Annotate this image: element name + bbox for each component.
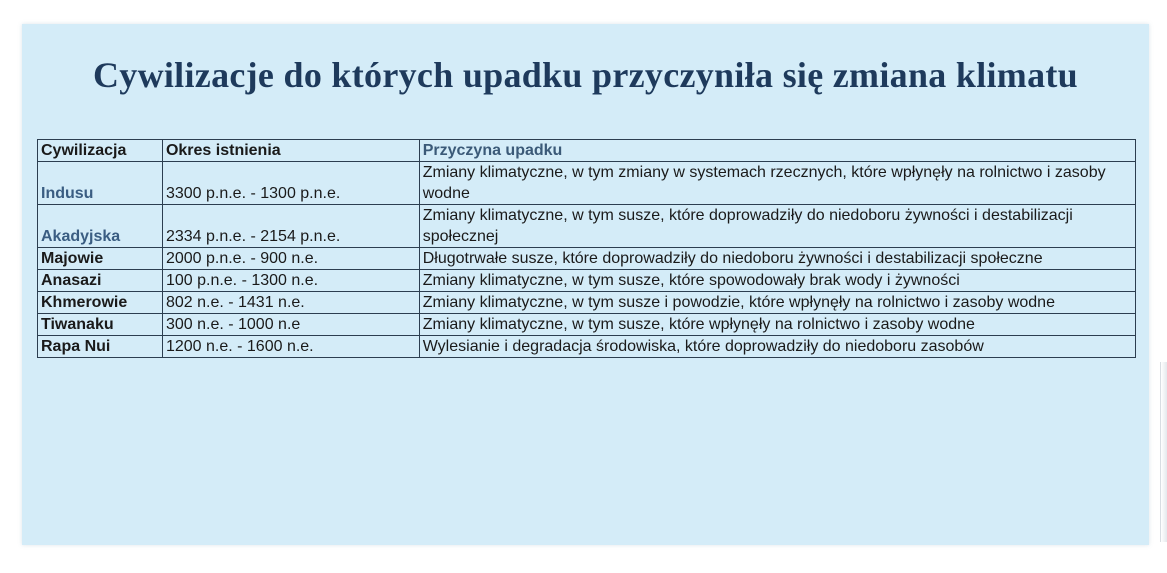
civilization-cell: Majowie <box>38 248 163 270</box>
reason-cell: Zmiany klimatyczne, w tym susze, które spowodowały brak wody i żywności <box>419 270 1135 292</box>
period-cell: 100 p.n.e. - 1300 n.e. <box>162 270 419 292</box>
reason-cell: Długotrwałe susze, które doprowadziły do niedoboru żywności i destabilizacji społeczne <box>419 248 1135 270</box>
table-row <box>38 314 1136 336</box>
table-row <box>38 270 1136 292</box>
reason-cell: Zmiany klimatyczne, w tym zmiany w systemach rzecznych, które wpłynęły na rolnictwo i zasoby wodne <box>419 162 1135 205</box>
table-row <box>38 292 1136 314</box>
civilization-cell: Rapa Nui <box>38 336 163 358</box>
period-cell: 2334 p.n.e. - 2154 p.n.e. <box>162 205 419 248</box>
reason-cell: Zmiany klimatyczne, w tym susze, które wpłynęły na rolnictwo i zasoby wodne <box>419 314 1135 336</box>
reason-cell: Zmiany klimatyczne, w tym susze i powodzie, które wpłynęły na rolnictwo i zasoby wodne <box>419 292 1135 314</box>
civilizations-table <box>37 139 1136 358</box>
header-civilization: Cywilizacja <box>38 140 163 162</box>
slide-card <box>22 24 1149 545</box>
table-row <box>38 336 1136 358</box>
period-cell: 802 n.e. - 1431 n.e. <box>162 292 419 314</box>
civilization-cell: Khmerowie <box>38 292 163 314</box>
period-cell: 1200 n.e. - 1600 n.e. <box>162 336 419 358</box>
civilization-cell: Anasazi <box>38 270 163 292</box>
reason-cell: Wylesianie i degradacja środowiska, które doprowadziły do niedoboru zasobów <box>419 336 1135 358</box>
period-cell: 3300 p.n.e. - 1300 p.n.e. <box>162 162 419 205</box>
civilization-cell: Akadyjska <box>38 205 163 248</box>
table-header-row <box>38 140 1136 162</box>
header-period: Okres istnienia <box>162 140 419 162</box>
table-row <box>38 205 1136 248</box>
table-row <box>38 248 1136 270</box>
civilization-cell: Tiwanaku <box>38 314 163 336</box>
page-title: Cywilizacje do których upadku przyczyniła się zmiana klimatu <box>92 55 1078 95</box>
period-cell: 300 n.e. - 1000 n.e <box>162 314 419 336</box>
reason-cell: Zmiany klimatyczne, w tym susze, które doprowadziły do niedoboru żywności i destabilizacji społecznej <box>419 205 1135 248</box>
page-edge-shadow <box>1160 362 1167 542</box>
period-cell: 2000 p.n.e. - 900 n.e. <box>162 248 419 270</box>
civilization-cell: Indusu <box>38 162 163 205</box>
header-reason: Przyczyna upadku <box>419 140 1135 162</box>
table-row <box>38 162 1136 205</box>
